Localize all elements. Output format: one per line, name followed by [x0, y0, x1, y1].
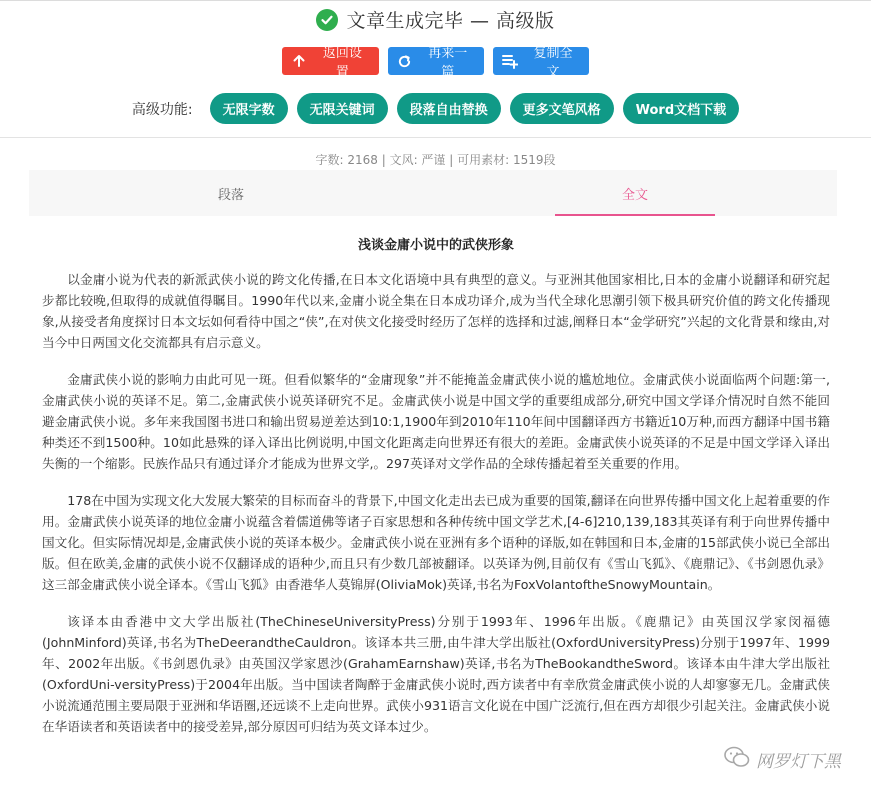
article-title: 浅谈金庸小说中的武侠形象	[357, 238, 514, 253]
article-paragraph: 金庸武侠小说的影响力由此可见一斑。但看似繁华的“金庸现象”并不能掩盖金庸武侠小说的尴尬地位。金庸武侠小说面临两个问题:第一,金庸武侠小说的英译不足。第二,金庸武侠小说英译研究不足。金庸武侠小说是中国文学的重要组成部分,研究中国文学译介情况时自然不能回避金庸武侠小说。多年来我国图书进口和输出贸易逆差达到10:1,1900年到2010年110年间中国翻译西方书籍近10万种,而西方翻译中国书籍种类还不到1500种。10如此悬殊的译入译出比例说明,中国文化距离走向世界还有很大的差距。金庸武侠小说英译的不足是中国文学译入译出失衡的一个缩影。民族作品只有通过译介才能成为世界文学,。297英译对文学作品的全球传播起着至关重要的作用。	[42, 372, 830, 471]
regenerate-button[interactable]	[388, 46, 484, 80]
back-to-settings-button[interactable]	[282, 46, 379, 80]
arrow-up-icon	[291, 53, 307, 69]
article-stats: 字数: 2168 | 文风: 严谨 | 可用素材: 1519段	[315, 153, 556, 167]
result-header	[0, 6, 871, 33]
advanced-features	[0, 93, 871, 124]
playlist-add-icon	[502, 53, 518, 69]
feature-word-download[interactable]: Word文档下载	[623, 93, 740, 124]
feature-unlimited-words[interactable]: 无限字数	[210, 93, 288, 124]
article-paragraph: 该译本由香港中文大学出版社(TheChineseUniversityPress)分别于1993年、1996年出版。《鹿鼎记》由英国汉学家闵福德(JohnMinford)英译,书名为TheDeerandtheCauldron。该译本共三册,由牛津大学出版社(OxfordUniversityPress)分别于1997年、1999年、2002年出版。《书剑恩仇录》由英国汉学家恩沙(GrahamEarnshaw)英译,书名为TheBookandtheSword。该译本由牛津大学出版社(OxfordUni-versityPress)于2004年出版。当中国读者陶醉于金庸武侠小说时,西方读者中有幸欣赏金庸武侠小说的人却寥寥无几。金庸武侠小说流通范围主要局限于亚洲和华语圈,还远谈不上走向世界。武侠小931语言文化说在中国广泛流行,但在西方却很少引起关注。金庸武侠小说在华语读者和英语读者中的接受差异,部分原因可归结为英文译本过少。	[42, 614, 830, 734]
divider	[0, 137, 871, 138]
article-paragraph: 178在中国为实现文化大发展大繁荣的目标而奋斗的背景下,中国文化走出去已成为重要的国策,翻译在向世界传播中国文化上起着重要的作用。金庸武侠小说英译的地位金庸小说蕴含着儒道佛等诸子百家思想和各种传统中国文学艺术,[4-6]210,139,183其英译有利于向世界传播中国文化。但实际情况却是,金庸武侠小说的英译本极少。金庸武侠小说在亚洲有多个语种的译版,如在韩国和日本,金庸的15部武侠小说已全部出版。但在欧美,金庸的武侠小说不仅翻译成的语种少,而且只有少数几部被翻译。以英译为例,目前仅有《雪山飞狐》、《鹿鼎记》、《书剑恩仇录》这三部金庸武侠小说全译本。《雪山飞狐》由香港华人莫锦屏(OliviaMok)英译,书名为FoxVolantoftheSnowyMountain。	[42, 493, 830, 592]
check-circle-icon	[316, 9, 338, 31]
refresh-icon	[397, 53, 413, 69]
action-bar	[0, 46, 871, 80]
watermark	[724, 746, 841, 772]
copy-all-button[interactable]	[493, 46, 589, 80]
page-title: 文章生成完毕 — 高级版	[346, 10, 555, 32]
article-body	[42, 234, 830, 753]
back-label: 返回设置	[322, 46, 362, 80]
wechat-icon	[724, 746, 750, 772]
feature-more-styles[interactable]: 更多文笔风格	[510, 93, 614, 124]
tab-paragraph[interactable]: 段落	[217, 187, 244, 203]
tab-full-text[interactable]: 全文	[433, 170, 837, 216]
again-label: 再来一篇	[428, 46, 468, 80]
watermark-text: 网罗灯下黑	[756, 751, 841, 772]
view-tabs	[29, 170, 837, 216]
advanced-label: 高级功能:	[131, 101, 193, 118]
top-border	[0, 0, 871, 1]
article-paragraph: 以金庸小说为代表的新派武侠小说的跨文化传播,在日本文化语境中具有典型的意义。与亚洲其他国家相比,日本的金庸小说翻译和研究起步都比较晚,但取得的成就值得瞩目。1990年代以来,金庸小说全集在日本成功译介,成为当代全球化思潮引领下极具研究价值的跨文化传播现象,从接受者角度探讨日本文坛如何看待中国之“侠”,在对侠文化接受时经历了怎样的选择和过滤,阐释日本“金学研究”兴起的文化背景和缘由,对当今中日两国文化交流都具有启示意义。	[42, 272, 830, 350]
copy-label: 复制全文	[533, 46, 573, 80]
feature-unlimited-keywords[interactable]: 无限关键词	[297, 93, 388, 124]
feature-paragraph-replace[interactable]: 段落自由替换	[397, 93, 501, 124]
